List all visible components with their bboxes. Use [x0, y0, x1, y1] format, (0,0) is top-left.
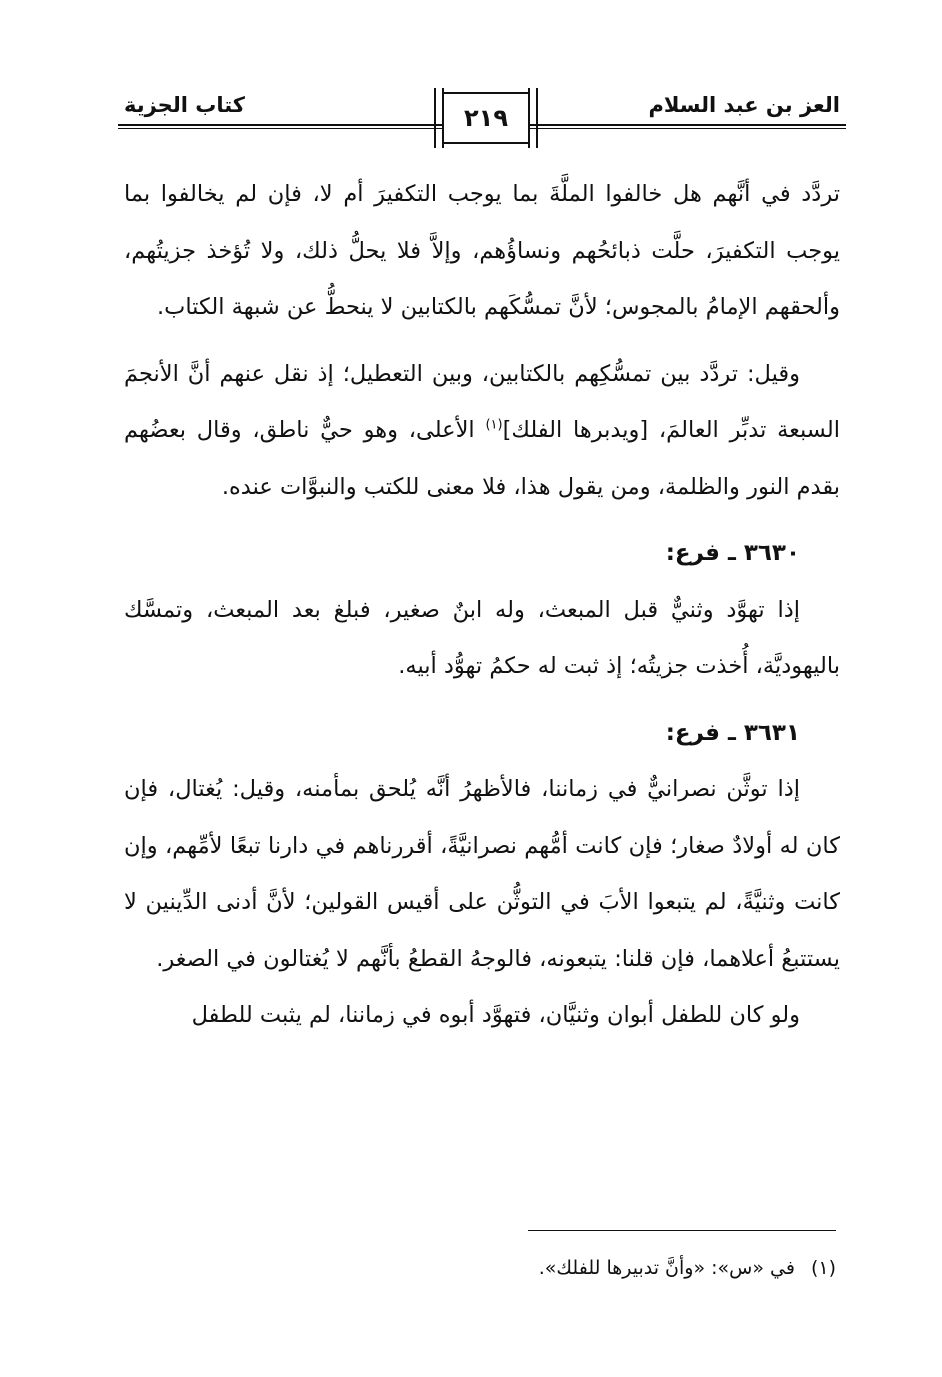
footnote — [236, 1254, 836, 1282]
footnote-text: في «س»: «وأنَّ تدبيرها للفلك». — [538, 1257, 795, 1279]
paragraph-text: الأعلى، وهو حيٌّ ناطق، وقال بعضُهم بقدم النور والظلمة، ومن يقول هذا، فلا معنى للكتب والنبوَّات عنده. — [124, 417, 840, 500]
page-header — [118, 78, 846, 162]
paragraph: تردَّد في أنَّهم هل خالفوا الملَّةَ بما يوجب التكفيرَ أم لا، فإن لم يخالفوا بما يوجب التكفيرَ، حلَّت ذبائحُهم ونساؤُهم، وإلاَّ فلا يحلُّ ذلك، ولا تُؤخذ جزيتُهم، وألحقهم الإمامُ بالمجوس؛ لأنَّ تمسُّكَهم بالكتابين لا ينحطُّ عن شبهة الكتاب. — [124, 181, 840, 320]
paragraph-text: وقيل: تردَّد بين تمسُّكِهم بالكتابين، وبين التعطيل؛ إذ نقل عنهم أنَّ الأنجمَ السبعة تدبِّر العالمَ، [ويدبرها الفلك] — [124, 360, 840, 443]
paragraph: إذا تهوَّد وثنيٌّ قبل المبعث، وله ابنٌ صغير، فبلغ بعد المبعث، وتمسَّك باليهوديَّة، أُخذت جزيتُه؛ إذ ثبت له حكمُ تهوُّد أبيه. — [124, 596, 840, 679]
footnote-rule — [528, 1230, 836, 1231]
section-heading: ٣٦٣١ ـ فرع: — [665, 719, 800, 746]
section-heading: ٣٦٣٠ ـ فرع: — [665, 540, 800, 566]
main-text — [124, 166, 840, 1044]
paragraph: إذا توثَّن نصرانيٌّ في زماننا، فالأظهرُ أنَّه يُلحق بمأمنه، وقيل: يُغتال، فإن كان له أولادٌ صغار؛ فإن كانت أمُّهم نصرانيَّةً، أقررناهم في دارنا تبعًا لأمِّهم، وإن كانت وثنيَّةً، لم يتبعوا الأبَ في التوثُّن على أقيس القولين؛ لأنَّ أدنى الدِّينين لا يستتبعُ أعلاهما، فإن قلنا: يتبعونه، فالوجهُ القطعُ بأنَّهم لا يُغتالون في الصغر. — [124, 776, 840, 972]
paragraph: ولو كان للطفل أبوان وثنيَّان، فتهوَّد أبوه في زماننا، لم يثبت للطفل — [191, 1002, 800, 1028]
footnote-reference: (١) — [485, 417, 503, 433]
paragraph — [124, 346, 840, 516]
page-number: ٢١٩ — [464, 104, 508, 132]
page-number-frame — [442, 92, 530, 144]
author-running-head: العز بن عبد السلام — [648, 93, 840, 117]
book-running-head: كتاب الجزية — [124, 93, 245, 117]
footnote-number: (١) — [810, 1257, 836, 1279]
